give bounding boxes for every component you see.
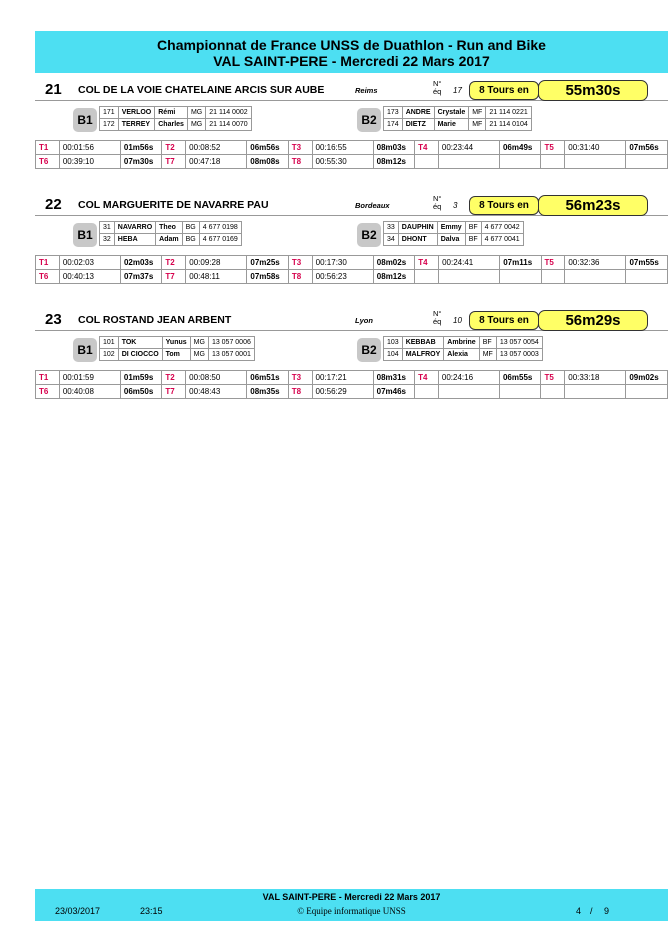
- championship-title: Championnat de France UNSS de Duathlon - Run and Bike: [157, 37, 546, 53]
- athlete-licence: 4 677 0169: [199, 234, 241, 246]
- athlete-licence: 21 114 0070: [206, 119, 251, 131]
- lap-split-time: [500, 270, 541, 284]
- page-footer: [35, 889, 668, 921]
- footer-page-count: 9: [604, 906, 610, 916]
- athlete-category: MF: [469, 119, 486, 131]
- athlete-firstname: Emmy: [437, 222, 465, 234]
- athlete-surname: MALFROY: [402, 349, 444, 361]
- athlete-row: [384, 349, 543, 361]
- athlete-licence: 4 677 0198: [199, 222, 241, 234]
- binome-label: B1: [73, 108, 97, 132]
- lap-label: T4: [415, 256, 439, 270]
- lap-split-time: 06m50s: [120, 385, 161, 399]
- lap-label: T8: [288, 155, 312, 169]
- lap-split-time: 07m46s: [373, 385, 414, 399]
- footer-event: VAL SAINT-PERE - Mercredi 22 Mars 2017: [262, 892, 441, 902]
- team-rank: 21: [45, 81, 62, 98]
- lap-label: T5: [541, 141, 565, 155]
- lap-split-time: [626, 385, 668, 399]
- lap-label: T1: [36, 256, 60, 270]
- lap-cumulative-time: [565, 155, 626, 169]
- footer-page-number: 4: [576, 906, 582, 916]
- athlete-bib: 172: [100, 119, 119, 131]
- lap-split-time: 06m56s: [247, 141, 288, 155]
- athlete-category: MG: [190, 349, 208, 361]
- lap-label: T7: [162, 270, 186, 284]
- athlete-firstname: Crystale: [434, 107, 469, 119]
- lap-cumulative-time: [438, 155, 499, 169]
- lap-cumulative-time: 00:08:50: [186, 371, 247, 385]
- lap-cumulative-time: 00:02:03: [59, 256, 120, 270]
- athlete-bib: 33: [384, 222, 399, 234]
- athlete-bib: 32: [100, 234, 115, 246]
- binome-label: B2: [357, 223, 381, 247]
- lap-cumulative-time: 00:33:18: [565, 371, 626, 385]
- lap-cumulative-time: [565, 385, 626, 399]
- athlete-category: MF: [479, 349, 496, 361]
- lap-split-time: 08m35s: [247, 385, 288, 399]
- lap-splits-row: [36, 270, 668, 284]
- lap-label: T5: [541, 371, 565, 385]
- page-header: [35, 31, 668, 73]
- lap-label: T1: [36, 371, 60, 385]
- lap-cumulative-time: 00:24:16: [438, 371, 499, 385]
- lap-cumulative-time: [565, 270, 626, 284]
- athlete-surname: KEBBAB: [402, 337, 444, 349]
- athlete-firstname: Dalva: [437, 234, 465, 246]
- lap-splits-row: [36, 141, 668, 155]
- lap-split-time: 02m03s: [120, 256, 161, 270]
- lap-cumulative-time: 00:39:10: [59, 155, 120, 169]
- lap-split-time: 07m11s: [500, 256, 541, 270]
- team-city: Bordeaux: [355, 201, 390, 210]
- lap-label: [415, 270, 439, 284]
- event-subtitle: VAL SAINT-PERE - Mercredi 22 Mars 2017: [213, 53, 490, 69]
- footer-date: 23/03/2017: [55, 906, 101, 916]
- athlete-firstname: Rémi: [155, 107, 188, 119]
- lap-split-time: 07m58s: [247, 270, 288, 284]
- lap-cumulative-time: 00:56:23: [312, 270, 373, 284]
- lap-label: [541, 385, 565, 399]
- lap-splits-row: [36, 155, 668, 169]
- athlete-category: MF: [469, 107, 486, 119]
- binome-label: B2: [357, 338, 381, 362]
- total-time-badge: 55m30s: [538, 80, 648, 101]
- lap-label: [541, 270, 565, 284]
- lap-cumulative-time: 00:16:55: [312, 141, 373, 155]
- team-rank: 23: [45, 311, 62, 328]
- athlete-category: MG: [187, 119, 205, 131]
- lap-cumulative-time: 00:56:29: [312, 385, 373, 399]
- lap-split-time: 08m03s: [373, 141, 414, 155]
- lap-label: [415, 385, 439, 399]
- lap-split-time: 08m12s: [373, 155, 414, 169]
- lap-cumulative-time: 00:48:43: [186, 385, 247, 399]
- athlete-row: [384, 107, 532, 119]
- lap-cumulative-time: 00:31:40: [565, 141, 626, 155]
- athlete-surname: DIETZ: [402, 119, 434, 131]
- lap-split-time: 07m25s: [247, 256, 288, 270]
- lap-label: T4: [415, 141, 439, 155]
- athlete-licence: 13 057 0003: [496, 349, 542, 361]
- lap-split-time: [626, 155, 668, 169]
- athlete-licence: 4 677 0041: [481, 234, 523, 246]
- athlete-firstname: Theo: [156, 222, 182, 234]
- athlete-bib: 31: [100, 222, 115, 234]
- athlete-surname: DAUPHIN: [398, 222, 437, 234]
- lap-splits-row: [36, 385, 668, 399]
- athlete-firstname: Adam: [156, 234, 182, 246]
- team-city: Lyon: [355, 316, 373, 325]
- athlete-licence: 4 677 0042: [481, 222, 523, 234]
- team-block: [35, 80, 668, 180]
- laps-badge: 8 Tours en: [469, 311, 539, 330]
- team-rank: 22: [45, 196, 62, 213]
- athlete-firstname: Charles: [155, 119, 188, 131]
- team-number-label: N° éq: [433, 309, 442, 326]
- lap-split-time: 07m56s: [626, 141, 668, 155]
- athlete-firstname: Yunus: [162, 337, 190, 349]
- binome-table: [383, 106, 532, 131]
- lap-label: T3: [288, 141, 312, 155]
- lap-split-time: [499, 155, 540, 169]
- lap-label: T6: [36, 270, 60, 284]
- lap-label: [415, 155, 439, 169]
- binome-table: [99, 221, 242, 246]
- laps-badge: 8 Tours en: [469, 196, 539, 215]
- lap-split-time: 07m55s: [626, 256, 668, 270]
- athlete-row: [100, 349, 255, 361]
- athlete-row: [384, 234, 524, 246]
- lap-split-time: 01m56s: [120, 141, 161, 155]
- lap-split-time: 08m12s: [373, 270, 414, 284]
- lap-label: T8: [288, 270, 312, 284]
- athlete-category: MG: [187, 107, 205, 119]
- lap-split-time: [499, 385, 540, 399]
- athlete-surname: HEBA: [114, 234, 155, 246]
- athlete-surname: ANDRE: [402, 107, 434, 119]
- lap-label: T2: [162, 371, 186, 385]
- footer-time: 23:15: [140, 906, 163, 916]
- lap-cumulative-time: 00:55:30: [312, 155, 373, 169]
- lap-splits-row: [36, 371, 668, 385]
- binome-label: B1: [73, 338, 97, 362]
- lap-label: T2: [162, 141, 186, 155]
- athlete-category: BG: [182, 234, 199, 246]
- athlete-bib: 102: [100, 349, 119, 361]
- athlete-licence: 13 057 0006: [208, 337, 254, 349]
- athlete-category: BF: [465, 234, 481, 246]
- athlete-row: [100, 222, 242, 234]
- team-header: [35, 80, 668, 101]
- athlete-firstname: Ambrine: [444, 337, 479, 349]
- binome-label: B1: [73, 223, 97, 247]
- team-name: COL ROSTAND JEAN ARBENT: [78, 314, 232, 326]
- athlete-surname: VERLOO: [118, 107, 155, 119]
- athlete-licence: 21 114 0221: [486, 107, 531, 119]
- lap-split-time: [626, 270, 668, 284]
- athlete-category: BF: [479, 337, 496, 349]
- lap-cumulative-time: 00:23:44: [438, 141, 499, 155]
- lap-splits-table: [35, 140, 668, 169]
- lap-cumulative-time: 00:32:36: [565, 256, 626, 270]
- binome-label: B2: [357, 108, 381, 132]
- footer-page-separator: /: [590, 906, 593, 916]
- lap-label: T7: [162, 155, 186, 169]
- lap-cumulative-time: 00:17:30: [312, 256, 373, 270]
- total-time-badge: 56m23s: [538, 195, 648, 216]
- lap-label: [541, 155, 565, 169]
- team-block: [35, 195, 668, 295]
- lap-splits-table: [35, 370, 668, 399]
- athlete-row: [384, 337, 543, 349]
- team-number: 17: [453, 86, 462, 95]
- team-number-label: N° éq: [433, 79, 442, 96]
- lap-splits-table: [35, 255, 668, 284]
- lap-split-time: 07m30s: [120, 155, 161, 169]
- lap-cumulative-time: 00:01:56: [59, 141, 120, 155]
- total-time-badge: 56m29s: [538, 310, 648, 331]
- lap-cumulative-time: 00:09:28: [186, 256, 247, 270]
- athlete-surname: DHONT: [398, 234, 437, 246]
- athlete-row: [384, 119, 532, 131]
- lap-cumulative-time: 00:24:41: [439, 256, 500, 270]
- athlete-surname: TERREY: [118, 119, 155, 131]
- lap-cumulative-time: [438, 385, 499, 399]
- lap-label: T1: [36, 141, 60, 155]
- lap-cumulative-time: 00:08:52: [186, 141, 247, 155]
- lap-cumulative-time: 00:40:13: [59, 270, 120, 284]
- lap-cumulative-time: [439, 270, 500, 284]
- athlete-bib: 34: [384, 234, 399, 246]
- binome-table: [99, 106, 252, 131]
- lap-cumulative-time: 00:47:18: [186, 155, 247, 169]
- binome-table: [383, 336, 543, 361]
- athlete-licence: 21 114 0104: [486, 119, 531, 131]
- lap-label: T5: [541, 256, 565, 270]
- athlete-bib: 173: [384, 107, 403, 119]
- athlete-row: [100, 107, 252, 119]
- athlete-bib: 101: [100, 337, 119, 349]
- lap-label: T3: [288, 256, 312, 270]
- team-number: 10: [453, 316, 462, 325]
- lap-split-time: 09m02s: [626, 371, 668, 385]
- team-city: Reims: [355, 86, 378, 95]
- lap-splits-row: [36, 256, 668, 270]
- lap-split-time: 01m59s: [120, 371, 161, 385]
- athlete-bib: 104: [384, 349, 403, 361]
- athlete-firstname: Tom: [162, 349, 190, 361]
- lap-label: T4: [415, 371, 439, 385]
- footer-copyright: © Equipe informatique UNSS: [297, 906, 406, 916]
- lap-label: T6: [36, 385, 60, 399]
- athlete-row: [100, 119, 252, 131]
- team-name: COL MARGUERITE DE NAVARRE PAU: [78, 199, 269, 211]
- athlete-licence: 21 114 0002: [206, 107, 251, 119]
- lap-split-time: 07m37s: [120, 270, 161, 284]
- athlete-bib: 174: [384, 119, 403, 131]
- lap-label: T2: [162, 256, 186, 270]
- lap-label: T8: [288, 385, 312, 399]
- lap-cumulative-time: 00:01:59: [59, 371, 120, 385]
- binome-table: [99, 336, 255, 361]
- athlete-bib: 171: [100, 107, 119, 119]
- lap-label: T6: [36, 155, 60, 169]
- athlete-category: BF: [465, 222, 481, 234]
- athlete-row: [100, 234, 242, 246]
- team-number-label: N° éq: [433, 194, 442, 211]
- team-block: [35, 310, 668, 410]
- lap-label: T3: [288, 371, 312, 385]
- lap-split-time: 06m55s: [499, 371, 540, 385]
- athlete-bib: 103: [384, 337, 403, 349]
- team-name: COL DE LA VOIE CHATELAINE ARCIS SUR AUBE: [78, 84, 325, 96]
- athlete-row: [384, 222, 524, 234]
- athlete-category: MG: [190, 337, 208, 349]
- team-header: [35, 310, 668, 331]
- team-header: [35, 195, 668, 216]
- athlete-licence: 13 057 0001: [208, 349, 254, 361]
- athlete-licence: 13 057 0054: [496, 337, 542, 349]
- laps-badge: 8 Tours en: [469, 81, 539, 100]
- athlete-surname: TOK: [118, 337, 162, 349]
- lap-label: T7: [162, 385, 186, 399]
- lap-split-time: 08m08s: [247, 155, 288, 169]
- lap-cumulative-time: 00:48:11: [186, 270, 247, 284]
- athlete-firstname: Alexia: [444, 349, 479, 361]
- lap-split-time: 06m51s: [247, 371, 288, 385]
- lap-split-time: 08m31s: [373, 371, 414, 385]
- athlete-surname: DI CIOCCO: [118, 349, 162, 361]
- athlete-category: BG: [182, 222, 199, 234]
- team-number: 3: [453, 201, 458, 210]
- lap-split-time: 06m49s: [499, 141, 540, 155]
- athlete-surname: NAVARRO: [114, 222, 155, 234]
- lap-split-time: 08m02s: [373, 256, 414, 270]
- lap-cumulative-time: 00:40:08: [59, 385, 120, 399]
- athlete-row: [100, 337, 255, 349]
- lap-cumulative-time: 00:17:21: [312, 371, 373, 385]
- athlete-firstname: Marie: [434, 119, 469, 131]
- binome-table: [383, 221, 524, 246]
